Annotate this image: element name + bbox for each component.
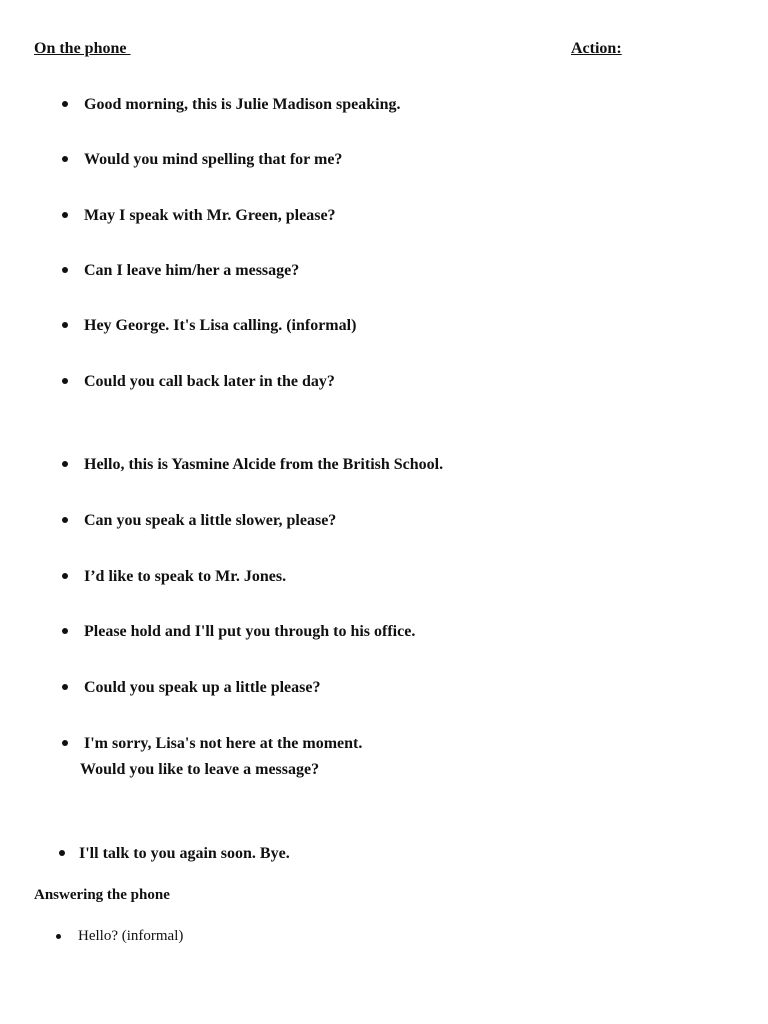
list-item xyxy=(62,564,286,590)
bullet-icon xyxy=(62,378,68,384)
list-item xyxy=(62,313,356,339)
phrase-text: Could you call back later in the day? xyxy=(84,373,335,390)
bullet-icon xyxy=(62,740,68,746)
bullet-icon xyxy=(62,517,68,523)
list-item xyxy=(62,147,342,173)
phrase-text: May I speak with Mr. Green, please? xyxy=(84,207,336,224)
list-item xyxy=(62,675,320,701)
bullet-icon xyxy=(62,684,68,690)
phrase-text: Hello, this is Yasmine Alcide from the British School. xyxy=(84,456,444,473)
phrase-text: Please hold and I'll put you through to his office. xyxy=(84,623,416,640)
phrase-text: Can I leave him/her a message? xyxy=(84,262,300,279)
list-item-multiline xyxy=(62,731,362,783)
column-heading-action: Action: xyxy=(571,40,622,57)
phrase-text: Can you speak a little slower, please? xyxy=(84,512,337,529)
bullet-icon xyxy=(62,101,68,107)
phrase-text-line2: Would you like to leave a message? xyxy=(80,761,320,778)
phrase-text: Hey George. It's Lisa calling. (informal) xyxy=(84,317,357,334)
phrase-text: I’d like to speak to Mr. Jones. xyxy=(84,568,287,585)
phrase-text-line1: I'm sorry, Lisa's not here at the moment. xyxy=(84,735,363,752)
list-item xyxy=(59,841,290,867)
list-item xyxy=(62,203,336,229)
phrase-text: Hello? (informal) xyxy=(78,928,184,944)
phrase-text: I'll talk to you again soon. Bye. xyxy=(79,845,290,862)
bullet-icon xyxy=(62,573,68,579)
bullet-icon xyxy=(62,267,68,273)
bullet-icon xyxy=(59,850,65,856)
bullet-icon xyxy=(62,156,68,162)
phrase-text: Would you mind spelling that for me? xyxy=(84,151,343,168)
list-item xyxy=(62,452,443,478)
section-heading-on-the-phone: On the phone xyxy=(34,40,131,57)
bullet-icon xyxy=(62,628,68,634)
list-item xyxy=(62,369,335,395)
bullet-icon xyxy=(62,461,68,467)
bullet-icon xyxy=(62,322,68,328)
list-item xyxy=(62,619,415,645)
list-item xyxy=(62,258,299,284)
phrase-text: Good morning, this is Julie Madison speaking. xyxy=(84,96,401,113)
list-item xyxy=(62,92,401,118)
bullet-icon xyxy=(62,212,68,218)
phrase-text: Could you speak up a little please? xyxy=(84,679,321,696)
list-item xyxy=(56,925,183,947)
section-heading-answering: Answering the phone xyxy=(34,887,170,903)
bullet-icon xyxy=(56,934,61,939)
list-item xyxy=(62,508,336,534)
